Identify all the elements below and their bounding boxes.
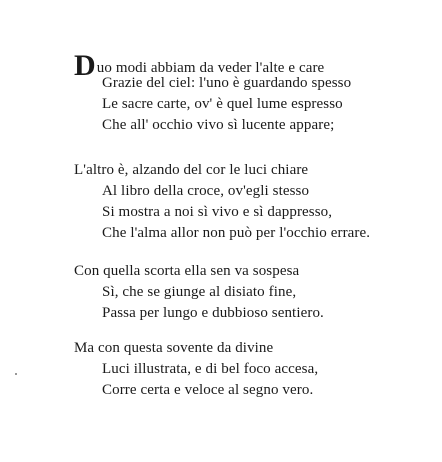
- poem-line: Luci illustrata, e di bel foco accesa,: [102, 361, 319, 377]
- poem-line: Al libro della croce, ov'egli stesso: [102, 183, 310, 199]
- stanza-4: [74, 338, 434, 401]
- poem-line: Le sacre carte, ov' è quel lume espresso: [102, 96, 343, 112]
- poem-line: Che l'alma allor non può per l'occhio errare.: [102, 225, 371, 241]
- poem-line: Sì, che se giunge al disiato fine,: [102, 284, 297, 300]
- poem-line: Che all' occhio vivo sì lucente appare;: [102, 117, 335, 133]
- drop-cap: D: [74, 49, 96, 82]
- poem-line: Corre certa e veloce al segno vero.: [102, 382, 314, 398]
- stanza-1: [74, 49, 434, 136]
- poem-line: Ma con questa sovente da divine: [74, 340, 274, 356]
- poem-line: [74, 49, 434, 82]
- poem-line: L'altro è, alzando del cor le luci chiare: [74, 162, 309, 178]
- poem-line: Passa per lungo e dubbioso sentiero.: [102, 305, 324, 321]
- poem-line: Con quella scorta ella sen va sospesa: [74, 263, 300, 279]
- poem-line-text: uo modi abbiam da veder l'alte e care: [96, 60, 325, 76]
- poem-line: Si mostra a noi sì vivo e sì dappresso,: [102, 204, 333, 220]
- poem-line: Grazie del ciel: l'uno è guardando spesso: [102, 75, 352, 91]
- stanza-2: [74, 160, 434, 244]
- scan-speck: [15, 373, 17, 375]
- stanza-3: [74, 261, 434, 324]
